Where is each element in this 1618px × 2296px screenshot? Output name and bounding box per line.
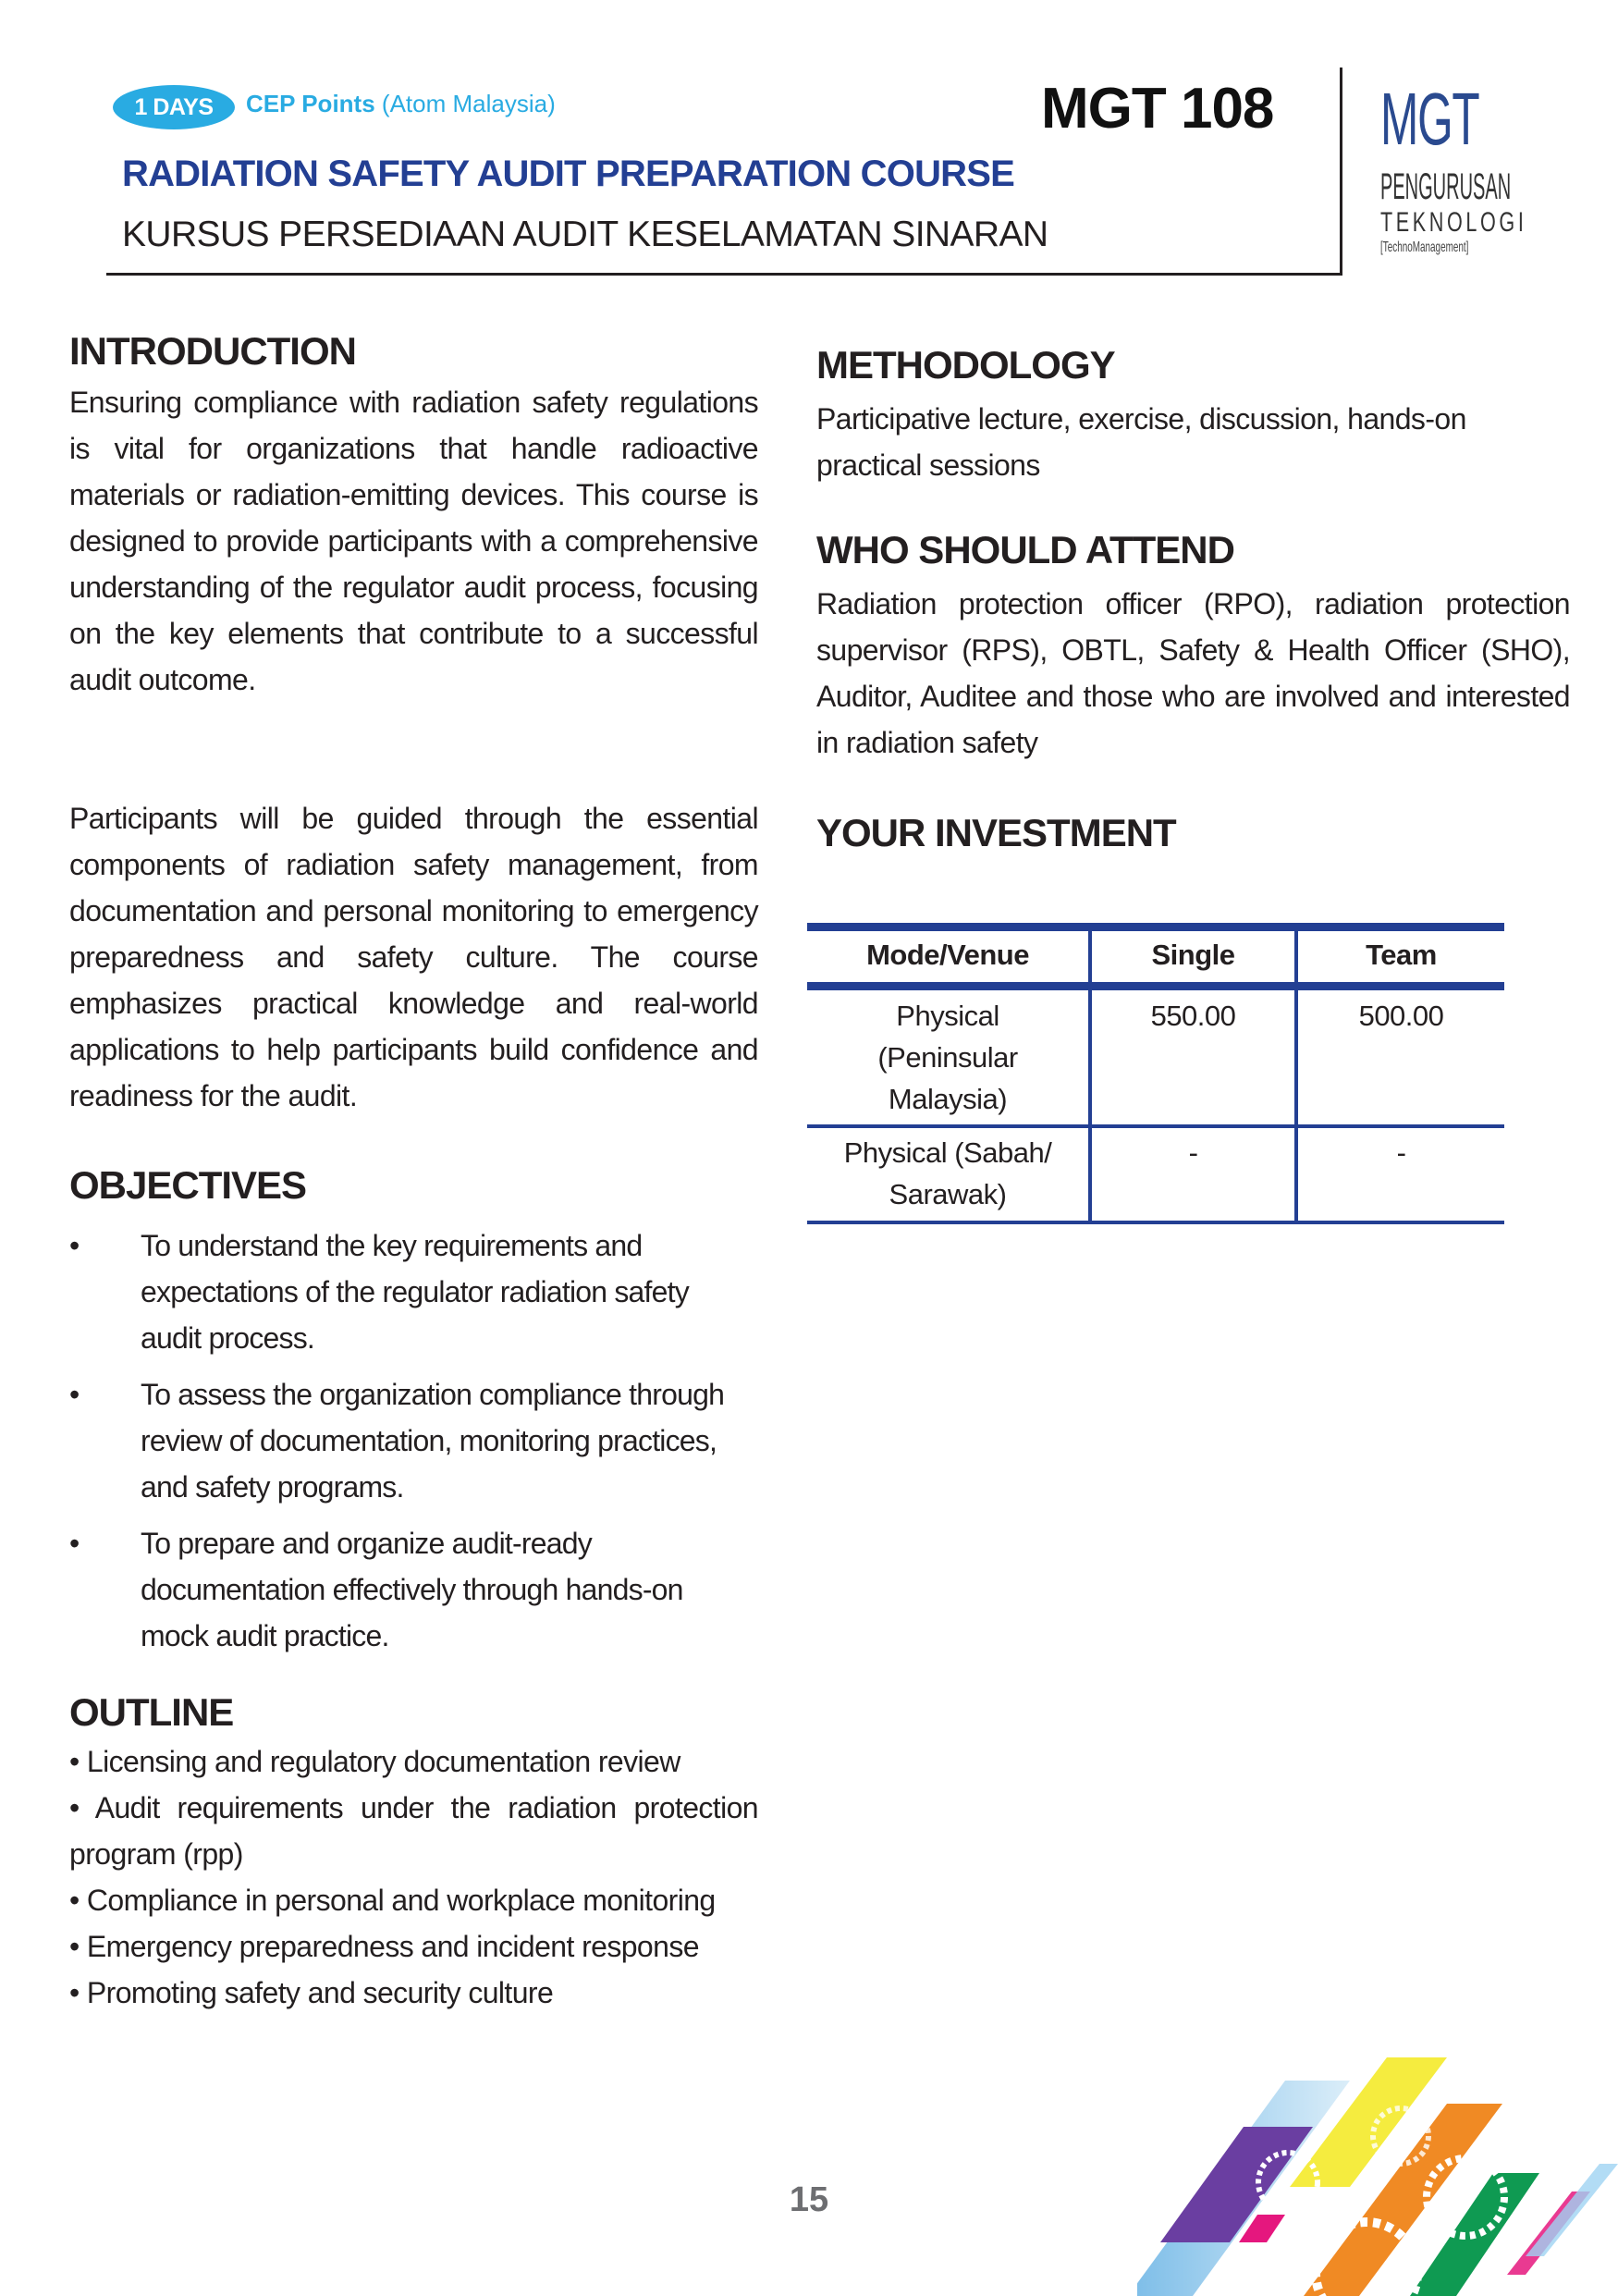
cep-points bbox=[246, 90, 556, 118]
outline-heading: OUTLINE bbox=[69, 1690, 234, 1734]
bullet-icon: • bbox=[69, 1229, 80, 1262]
methodology-text: Participative lecture, exercise, discussion, hands-on practical sessions bbox=[816, 402, 1466, 482]
table-border-top bbox=[807, 923, 1504, 931]
logo-line-teknologi: TEKNOLOGI bbox=[1380, 207, 1527, 238]
duration-badge-label: 1 DAYS bbox=[134, 93, 214, 120]
logo-line-pengurusan: PENGURUSAN bbox=[1380, 166, 1512, 207]
objectives-heading: OBJECTIVES bbox=[69, 1163, 307, 1207]
introduction-paragraph-2: Participants will be guided through the essential components of radiation safety management, from documentation and personal monitoring to emergency preparedness and safety culture. The course emphasizes practical knowledge and real-world applications to help participants build confidence and readiness for the audit. bbox=[69, 802, 758, 1112]
who-should-attend-text: Radiation protection officer (RPO), radiation protection supervisor (RPS), OBTL, Safety & Health Officer (SHO), Auditor, Auditee and those who are involved and interested in radiation safety bbox=[816, 587, 1570, 759]
course-title-malay: KURSUS PERSEDIAAN AUDIT KESELAMATAN SINARAN bbox=[122, 215, 1048, 254]
outline-item: • Licensing and regulatory documentation review bbox=[69, 1745, 680, 1778]
page-number: 15 bbox=[789, 2180, 829, 2219]
cep-provider: (Atom Malaysia) bbox=[381, 90, 556, 117]
objective-item bbox=[69, 1520, 754, 1659]
investment-heading: YOUR INVESTMENT bbox=[816, 811, 1176, 854]
outline-item: • Audit requirements under the radiation protection program (rpp) bbox=[69, 1791, 758, 1871]
row-2-team-price: - bbox=[1396, 1136, 1406, 1169]
table-header-separator bbox=[807, 982, 1504, 990]
company-logo bbox=[1378, 78, 1553, 263]
who-should-attend-heading: WHO SHOULD ATTEND bbox=[816, 528, 1234, 571]
objective-item bbox=[69, 1222, 754, 1361]
header-divider bbox=[1340, 68, 1342, 276]
bullet-icon: • bbox=[69, 1527, 80, 1560]
logo-line-technomanagement: [TechnoManagement] bbox=[1380, 239, 1469, 255]
row-1-mode: Physical (Peninsular Malaysia) bbox=[877, 1000, 1018, 1115]
duration-badge bbox=[113, 85, 235, 129]
outline-item: • Compliance in personal and workplace monitoring bbox=[69, 1884, 716, 1917]
objective-text: To prepare and organize audit-ready documentation effectively through hands-on mock audit practice. bbox=[141, 1527, 683, 1652]
row-1-single-price: 550.00 bbox=[1150, 1000, 1236, 1032]
row-1-team-price: 500.00 bbox=[1358, 1000, 1444, 1032]
objectives-list bbox=[69, 1222, 758, 1669]
column-header-mode: Mode/Venue bbox=[866, 939, 1029, 971]
column-header-single: Single bbox=[1151, 939, 1235, 971]
table-border-bottom bbox=[807, 1221, 1504, 1224]
stripe-lightblue bbox=[1526, 2164, 1618, 2256]
objective-text: To understand the key requirements and expectations of the regulator radiation safety audit process. bbox=[141, 1229, 689, 1355]
outline-item: • Emergency preparedness and incident response bbox=[69, 1930, 699, 1963]
bullet-icon: • bbox=[69, 1378, 80, 1411]
row-2-mode: Physical (Sabah/ Sarawak) bbox=[843, 1136, 1052, 1210]
stripe-purple bbox=[1160, 2127, 1313, 2242]
objective-item bbox=[69, 1371, 754, 1510]
course-title-english: RADIATION SAFETY AUDIT PREPARATION COURSE bbox=[122, 153, 1015, 194]
decorative-gears-graphic bbox=[1137, 2034, 1618, 2296]
introduction-heading: INTRODUCTION bbox=[69, 329, 356, 373]
cep-label: CEP Points bbox=[246, 90, 375, 117]
outline-list bbox=[69, 1738, 758, 2016]
table-row-separator bbox=[807, 1124, 1504, 1128]
objective-text: To assess the organization compliance through review of documentation, monitoring practices, and safety programs. bbox=[141, 1378, 725, 1504]
outline-item: • Promoting safety and security culture bbox=[69, 1976, 554, 2009]
logo-mark: MGT bbox=[1380, 78, 1479, 160]
methodology-heading: METHODOLOGY bbox=[816, 343, 1115, 387]
introduction-paragraph-1: Ensuring compliance with radiation safety regulations is vital for organizations that handle radioactive materials or radiation-emitting devices. This course is designed to provide participants with a comprehensive understanding of the regulator audit process, focusing on the key elements that contribute to a successful audit outcome. bbox=[69, 386, 758, 696]
row-2-single-price: - bbox=[1188, 1136, 1198, 1169]
header-underline bbox=[106, 273, 1342, 276]
column-header-team: Team bbox=[1366, 939, 1437, 971]
course-code: MGT 108 bbox=[1041, 77, 1274, 141]
